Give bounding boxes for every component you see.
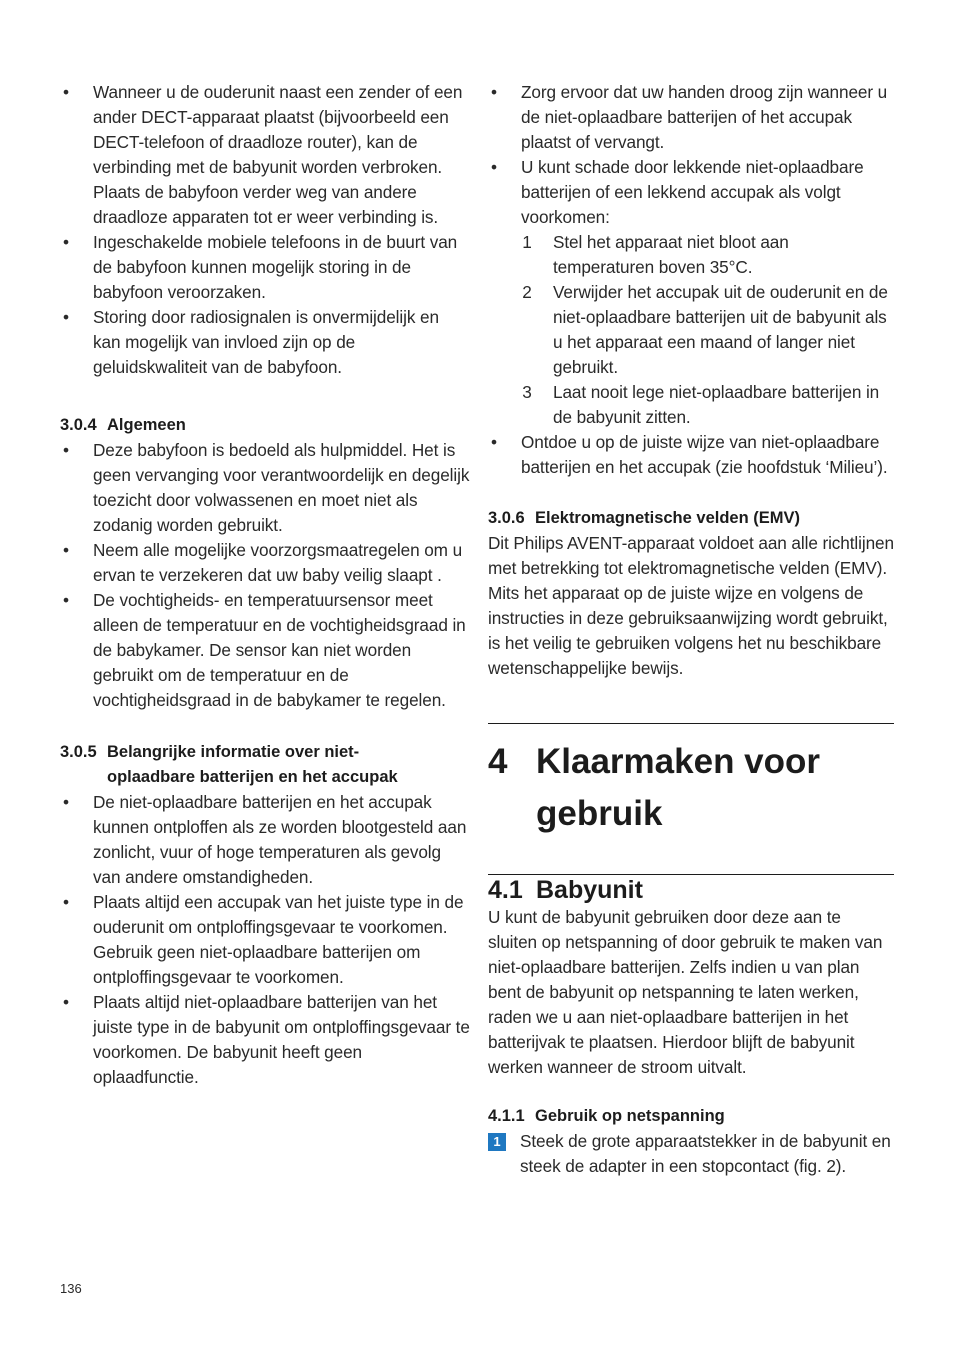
numbered-item: 1 Stel het apparaat niet bloot aan temperaturen boven 35°C. — [522, 232, 789, 277]
bullet-icon: • — [491, 432, 497, 452]
heading-4-1-1: 4.1.1 Gebruik op netspanning — [488, 1107, 725, 1125]
bullet-icon: • — [63, 792, 69, 812]
bullet-icon: • — [63, 992, 69, 1012]
heading-3-0-4: 3.0.4 Algemeen — [60, 416, 186, 434]
bullet-icon: • — [63, 440, 69, 460]
paragraph-emv: Dit Philips AVENT-apparaat voldoet aan alle richtlijnen met betrekking tot elektromagnetische velden (EMV). Mits het apparaat op de juiste wijze en volgens de instructies in deze gebruiksaanwijzing wordt gebruikt, is het veilig te gebruiken volgens het nu beschikbare wetenschappelijke bewijs. — [488, 533, 894, 678]
list-item: • Storing door radiosignalen is onvermijdelijk en kan mogelijk van invloed zijn op de geluidskwaliteit van de babyfoon. — [60, 305, 470, 380]
numbered-item: 3 Laat nooit lege niet-oplaadbare batterijen in de babyunit zitten. — [522, 382, 880, 427]
numbered-item: 2 Verwijder het accupak uit de ouderunit en de niet-oplaadbare batterijen uit de babyunit als u het apparaat een maand of langer niet gebruikt. — [522, 282, 888, 377]
numbered-list — [521, 230, 894, 430]
list-item: • Plaats altijd een accupak van het juiste type in de ouderunit om ontploffingsgevaar te voorkomen. Gebruik geen niet-oplaadbare batterijen om ontploffingsgevaar te voorkomen. — [60, 890, 470, 990]
bullet-list-interference — [60, 80, 470, 380]
bullet-icon: • — [63, 82, 69, 102]
bullet-icon: • — [63, 232, 69, 252]
list-item: • Zorg ervoor dat uw handen droog zijn wanneer u de niet-oplaadbare batterijen of het accupak plaatst of vervangt. — [488, 80, 894, 155]
list-item: • U kunt schade door lekkende niet-oplaadbare batterijen of een lekkend accupak als volgt voorkomen: 1 Stel het apparaat niet bloot aan temperaturen boven 35°C. 2 Verwijder het accupak uit de ouderunit en de niet-oplaadbare batterijen uit de babyunit als u het apparaat een maand of langer niet gebruikt. 3 Laat nooit lege niet-oplaadbare batterijen in de babyunit zitten. — [488, 155, 894, 430]
chapter-rule — [488, 723, 894, 724]
list-item: • De vochtigheids- en temperatuursensor meet alleen de temperatuur en de vochtigheidsgraad in de babykamer. De sensor kan niet worden gebruikt om de temperatuur en de vochtigheidsgraad in de babykamer te regelen. — [60, 588, 470, 713]
bullet-icon: • — [491, 157, 497, 177]
heading-3-0-5: 3.0.5 Belangrijke informatie over niet- oplaadbare batterijen en het accupak — [60, 743, 398, 786]
left-column — [60, 80, 470, 1090]
list-item: • De niet-oplaadbare batterijen en het accupak kunnen ontploffen als ze worden blootgesteld aan zonlicht, vuur of hoge temperaturen als gevolg van andere omstandigheden. — [60, 790, 470, 890]
chapter-title: 4 Klaarmaken voor gebruik — [488, 742, 821, 833]
bullet-icon: • — [63, 590, 69, 610]
paragraph-babyunit: U kunt de babyunit gebruiken door deze aan te sluiten op netspanning of door gebruik te maken van niet-oplaadbare batterijen. Zelfs indien u van plan bent de babyunit op netspanning te laten werken, raden we u aan niet-oplaadbare batterijen in het batterijvak te plaatsen. Hierdoor blijft de babyunit werken wanneer de stroom uitvalt. — [488, 907, 883, 1077]
bullet-icon: • — [63, 307, 69, 327]
list-item: • Neem alle mogelijke voorzorgsmaatregelen om u ervan te verzekeren dat uw baby veilig slaapt . — [60, 538, 470, 588]
heading-3-0-6: 3.0.6 Elektromagnetische velden (EMV) — [488, 509, 800, 527]
heading-4-1: 4.1 Babyunit — [488, 876, 643, 904]
step-1: 1 Steek de grote apparaatstekker in de babyunit en steek de adapter in een stopcontact (fig. 2). — [488, 1129, 894, 1179]
list-item: • Deze babyfoon is bedoeld als hulpmiddel. Het is geen vervanging voor verantwoordelijk en degelijk toezicht door volwassenen en moet niet als zodanig worden gebruikt. — [60, 438, 470, 538]
list-item: • Ontdoe u op de juiste wijze van niet-oplaadbare batterijen en het accupak (zie hoofdstuk ‘Milieu’). — [488, 430, 894, 480]
bullet-icon: • — [63, 892, 69, 912]
bullet-icon: • — [63, 540, 69, 560]
bullet-icon: • — [491, 82, 497, 102]
right-column — [488, 80, 894, 1179]
bullet-list-general — [60, 438, 470, 713]
list-item: • Plaats altijd niet-oplaadbare batterijen van het juiste type in de babyunit om ontploffingsgevaar te voorkomen. De babyunit heeft geen oplaadfunctie. — [60, 990, 470, 1090]
bullet-list-batteries — [60, 790, 470, 1090]
list-item: • Wanneer u de ouderunit naast een zender of een ander DECT-apparaat plaatst (bijvoorbeeld een DECT-telefoon of draadloze router), kan de verbinding met de babyunit worden verbroken. Plaats de babyfoon verder weg van andere draadloze apparaten tot er weer verbinding is. — [60, 80, 470, 230]
page-number: 136 — [60, 1281, 82, 1296]
bullet-list-battery-safety — [488, 80, 894, 480]
list-item: • Ingeschakelde mobiele telefoons in de buurt van de babyfoon kunnen mogelijk storing in de babyfoon veroorzaken. — [60, 230, 470, 305]
step-number-badge: 1 — [488, 1133, 506, 1151]
